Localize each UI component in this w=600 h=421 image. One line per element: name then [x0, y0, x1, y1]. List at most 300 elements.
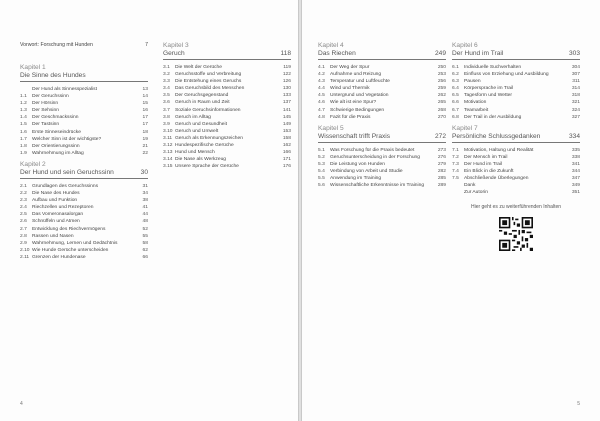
entry-title: Hund und Mensch: [175, 150, 215, 156]
toc-entry[interactable]: [318, 147, 446, 154]
entry-number: [20, 86, 32, 93]
toc-entry[interactable]: [20, 150, 148, 157]
entry-number: 6.2: [452, 72, 459, 78]
toc-entry[interactable]: [452, 107, 580, 114]
toc-entry[interactable]: [318, 85, 446, 92]
entry-title: Rassen und Nasen: [32, 233, 74, 239]
entry-number: 1.7: [20, 136, 27, 142]
toc-entry[interactable]: [318, 175, 446, 182]
entry-page: 22: [142, 150, 148, 156]
entry-page: 17: [142, 115, 148, 121]
toc-entry[interactable]: [452, 85, 580, 92]
entry-page: 250: [437, 65, 446, 70]
entry-page: 273: [437, 147, 446, 153]
entry-title: Der Weg der Spur: [330, 65, 370, 70]
toc-entry[interactable]: [20, 204, 148, 211]
entry-number: 3.6: [163, 100, 170, 106]
entry-number: 4.7: [318, 107, 325, 113]
entry-title: Fazit für die Praxis: [330, 114, 371, 120]
entry-number: 2.6: [20, 219, 27, 225]
entry-title: Geruch und Umwelt: [175, 128, 219, 134]
entry-number: [452, 182, 464, 189]
entry-page: 262: [437, 93, 446, 99]
entry-title: Grenzen der Hundenase: [32, 254, 86, 260]
toc-entry[interactable]: [163, 114, 291, 121]
entry-title: Was Forschung für die Praxis bedeutet: [330, 147, 415, 153]
toc-left-column-1: [20, 42, 148, 265]
entry-number: 5.1: [318, 147, 325, 153]
toc-entry[interactable]: [163, 71, 291, 78]
entry-page: 321: [571, 100, 580, 106]
toc-entry[interactable]: [452, 71, 580, 78]
entry-title: Verbindung von Arbeit und Studie: [330, 169, 403, 175]
entry-title: Geruchsunterscheidung in der Forschung: [330, 154, 420, 160]
chapter-label: Kapitel 7: [452, 124, 478, 132]
entry-title: Die Nase als Werkzeug: [175, 157, 227, 163]
entry-number: 4.3: [318, 79, 325, 85]
entry-number: 2.1: [20, 183, 27, 189]
entry-page: 58: [142, 240, 148, 246]
toc-entry[interactable]: [318, 64, 446, 71]
chapter-title-row: [318, 133, 446, 141]
toc-right-column-2: [452, 42, 580, 251]
chapter-title-row: [20, 169, 148, 177]
entry-title: Individuelle Suchverhalten: [464, 65, 522, 70]
entry-title: Wie Hunde Gerüche unterscheiden: [32, 247, 109, 253]
entry-page: 351: [571, 190, 580, 196]
entry-title: Dank: [464, 183, 476, 189]
entry-number: 6.4: [452, 86, 459, 92]
toc-entry[interactable]: [163, 163, 291, 170]
toc-entry[interactable]: [20, 86, 148, 93]
toc-chapter: [452, 42, 580, 121]
entry-page: 153: [282, 128, 291, 134]
entry-title: Der Geruchsgegenstand: [175, 93, 229, 99]
entry-title: Geruchsstoffe und Verbreitung: [175, 72, 242, 78]
entry-page: 19: [142, 136, 148, 142]
entry-title: Ein Blick in die Zukunft: [464, 169, 514, 175]
toc-entry[interactable]: [20, 218, 148, 225]
entry-number: 3.1: [163, 65, 170, 70]
entry-title: Die Leistung von Hunden: [330, 161, 385, 167]
chapter-title: Persönliche Schlussgedanken: [452, 132, 541, 140]
entry-title: Schwierige Bedingungen: [330, 107, 385, 113]
entry-number: 2.11: [20, 254, 30, 260]
front-matter-entry[interactable]: [20, 42, 148, 48]
entry-number: 2.3: [20, 198, 27, 204]
entry-page: 318: [571, 93, 580, 99]
chapter-title: Das Riechen: [318, 50, 356, 57]
entry-page: 349: [571, 183, 580, 189]
toc-entry[interactable]: [318, 154, 446, 161]
entry-title: Anwendung im Training: [330, 176, 382, 182]
toc-entry[interactable]: [452, 92, 580, 99]
entry-title: Motivation, Haltung und Realität: [464, 147, 534, 153]
toc-entry[interactable]: [20, 254, 148, 261]
entry-page: 133: [282, 93, 291, 99]
chapter-page: 272: [434, 132, 446, 140]
toc-entry[interactable]: [20, 114, 148, 121]
entry-page: 17: [142, 122, 148, 128]
entry-page: 347: [571, 176, 580, 182]
toc-entry[interactable]: [452, 114, 580, 121]
entry-page: 21: [142, 143, 148, 149]
entry-number: 2.7: [20, 226, 27, 232]
entry-page: 285: [437, 176, 446, 182]
chapter-heading[interactable]: [20, 161, 148, 179]
entry-page: 282: [437, 169, 446, 175]
toc-entry[interactable]: [318, 168, 446, 175]
entry-page: 344: [571, 169, 580, 175]
entry-number: 5.6: [318, 183, 325, 189]
entry-title: Der Hund als Sinnesspezialist: [32, 87, 97, 92]
entry-number: 7.2: [452, 154, 459, 160]
entry-page: 38: [142, 198, 148, 204]
chapter-label: Kapitel 6: [452, 42, 478, 49]
toc-entry[interactable]: [20, 121, 148, 128]
entry-number: 7.4: [452, 169, 459, 175]
entry-page: 52: [142, 226, 148, 232]
toc-entry[interactable]: [163, 92, 291, 99]
toc-entry[interactable]: [20, 233, 148, 240]
entry-page: 66: [142, 254, 148, 260]
entry-page: 13: [142, 87, 148, 92]
qr-code-icon[interactable]: [499, 217, 533, 251]
chapter-heading[interactable]: [452, 42, 580, 60]
toc-entry[interactable]: [318, 78, 446, 85]
entry-page: 279: [437, 161, 446, 167]
chapter-page: 30: [140, 168, 148, 176]
toc-chapter: [452, 125, 580, 197]
entry-number: 6.6: [452, 100, 459, 106]
entry-page: 270: [437, 114, 446, 120]
chapter-heading[interactable]: [20, 64, 148, 82]
chapter-label: Kapitel 4: [318, 42, 344, 49]
entry-page: 327: [571, 114, 580, 120]
entry-page: 44: [142, 212, 148, 218]
toc-entry[interactable]: [318, 107, 446, 114]
entry-page: 48: [142, 219, 148, 225]
toc-entry[interactable]: [318, 182, 446, 189]
chapter-title-row: [452, 50, 580, 58]
left-page: [0, 0, 298, 421]
toc-chapter: [20, 161, 148, 261]
entry-number: 2.9: [20, 240, 27, 246]
entry-number: 2.5: [20, 212, 27, 218]
entry-title: Der Trail in der Ausbildung: [464, 114, 522, 120]
entry-title: Erste Sinneseindrücke: [32, 129, 81, 135]
entry-title: Zur Autorin: [464, 190, 488, 196]
chapter-title: Wissenschaft trifft Praxis: [318, 132, 391, 140]
entry-title: Der Sehsinn: [32, 108, 59, 114]
front-matter-title: Vorwort: Forschung mit Hunden: [20, 42, 93, 48]
entry-title: Wissenschaftliche Erkenntnisse im Training: [330, 183, 425, 189]
entry-page: 338: [571, 154, 580, 160]
entry-page: 259: [437, 86, 446, 92]
entry-number: 4.8: [318, 114, 325, 120]
toc-entry[interactable]: [20, 226, 148, 233]
entry-title: Der Tastsinn: [32, 122, 60, 128]
entry-page: 335: [571, 147, 580, 153]
qr-caption: Hier geht es zu weiterführenden Inhalten: [470, 204, 562, 211]
entry-number: 5.3: [318, 161, 325, 167]
entry-title: Entwicklung des Riechvermögens: [32, 226, 106, 232]
entry-title: Der Hund im Trail: [464, 161, 503, 167]
entry-page: 16: [142, 108, 148, 114]
entry-number: 5.4: [318, 169, 325, 175]
toc-entry[interactable]: [163, 99, 291, 106]
entry-page: 324: [571, 107, 580, 113]
chapter-page: 249: [434, 50, 446, 57]
toc-entry[interactable]: [318, 114, 446, 121]
chapter-label: Kapitel 2: [20, 160, 46, 168]
chapter-heading[interactable]: [318, 42, 446, 60]
chapter-label: Kapitel 5: [318, 124, 344, 132]
entry-page: 15: [142, 101, 148, 107]
entry-page: 304: [571, 65, 580, 70]
entry-page: 314: [571, 86, 580, 92]
entry-number: 1.5: [20, 122, 27, 128]
toc-entry[interactable]: [318, 99, 446, 106]
chapter-title: Die Sinne des Hundes: [20, 72, 86, 79]
entry-page: 276: [437, 154, 446, 160]
entry-number: 5.2: [318, 154, 325, 160]
entry-title: Aufnahme und Reizung: [330, 72, 382, 78]
entry-number: 3.8: [163, 114, 170, 120]
toc-chapter: [20, 64, 148, 157]
entry-title: Der Orientierungssinn: [32, 143, 80, 149]
entry-title: Unsere Sprache der Gerüche: [175, 164, 239, 170]
entry-title: Hundespezifische Gerüche: [175, 143, 234, 149]
chapter-label: Kapitel 1: [20, 64, 46, 71]
entry-number: 1.4: [20, 115, 27, 121]
entry-number: 1.9: [20, 150, 27, 156]
entry-page: 158: [282, 135, 291, 141]
entry-title: Einfluss von Erziehung und Ausbildung: [464, 72, 549, 78]
entry-title: Der Hörsinn: [32, 101, 59, 107]
toc-chapter: [318, 125, 446, 190]
entry-page: 176: [282, 164, 291, 170]
entry-number: 3.5: [163, 93, 170, 99]
entry-page: 256: [437, 79, 446, 85]
entry-number: 3.7: [163, 107, 170, 113]
entry-page: 166: [282, 150, 291, 156]
toc-entry[interactable]: [20, 183, 148, 190]
chapter-title-row: [452, 133, 580, 141]
entry-page: 145: [282, 114, 291, 120]
entry-page: 149: [282, 121, 291, 127]
chapter-page: 303: [568, 50, 580, 57]
toc-chapter: [163, 42, 291, 170]
entry-number: 1.1: [20, 94, 27, 100]
entry-title: Der Geschmackssinn: [32, 115, 79, 121]
chapter-page: 118: [280, 50, 291, 57]
toc-entry[interactable]: [163, 107, 291, 114]
toc-entry[interactable]: [452, 64, 580, 71]
page-number-left: 4: [20, 401, 23, 407]
entry-title: Teamarbeit: [464, 107, 489, 113]
toc-entry[interactable]: [163, 156, 291, 163]
entry-number: 1.8: [20, 143, 27, 149]
toc-entry[interactable]: [318, 92, 446, 99]
toc-entry[interactable]: [20, 247, 148, 254]
toc-entry[interactable]: [163, 149, 291, 156]
entry-title: Riechzellen und Rezeptoren: [32, 205, 94, 211]
toc-entry[interactable]: [452, 175, 580, 182]
toc-entry[interactable]: [452, 168, 580, 175]
entry-title: Wie alt ist eine Spur?: [330, 100, 377, 106]
toc-entry[interactable]: [163, 142, 291, 149]
chapter-title-row: [20, 72, 148, 80]
entry-title: Schnüffeln und Atmen: [32, 219, 80, 225]
entry-title: Die Nase des Hundes: [32, 191, 80, 197]
entry-page: 162: [282, 143, 291, 149]
entry-number: 6.7: [452, 107, 459, 113]
entry-number: 5.5: [318, 176, 325, 182]
entry-number: 7.1: [452, 147, 459, 153]
toc-entry[interactable]: [20, 143, 148, 150]
toc-entry[interactable]: [452, 154, 580, 161]
entry-title: Das Vomeronasalorgan: [32, 212, 84, 218]
entry-page: 130: [282, 86, 291, 92]
entry-title: Geruch in Raum und Zeit: [175, 100, 230, 106]
entry-title: Grundlagen des Geruchssinns: [32, 183, 99, 189]
entry-title: Welcher Sinn ist der wichtigste?: [32, 136, 102, 142]
entry-title: Der Geruchssinn: [32, 94, 69, 100]
entry-number: 3.15: [163, 164, 173, 170]
chapter-title: Der Hund im Trail: [452, 50, 504, 57]
entry-number: 2.2: [20, 191, 27, 197]
chapter-title: Der Hund und sein Geruchssinn: [20, 168, 114, 176]
entry-number: 6.8: [452, 114, 459, 120]
toc-entry[interactable]: [20, 197, 148, 204]
toc-entry[interactable]: [452, 161, 580, 168]
entry-page: 311: [572, 79, 580, 85]
entry-number: 3.11: [163, 135, 173, 141]
entry-page: 62: [142, 247, 148, 253]
entry-page: 55: [142, 233, 148, 239]
entry-title: Der Mensch im Trail: [464, 154, 508, 160]
entry-page: 31: [142, 183, 148, 189]
entry-number: 3.2: [163, 72, 170, 78]
entry-number: 4.5: [318, 93, 325, 99]
toc-right-column-1: [318, 42, 446, 193]
entry-title: Wahrnehmung im Alltag: [32, 150, 84, 156]
chapter-label: Kapitel 3: [163, 42, 189, 49]
entry-number: 7.5: [452, 176, 459, 182]
toc-entry[interactable]: [20, 211, 148, 218]
entry-title: Geruch im Alltag: [175, 114, 211, 120]
toc-entry[interactable]: [163, 135, 291, 142]
entry-page: 34: [142, 191, 148, 197]
entry-page: 268: [437, 107, 446, 113]
entry-number: 6.3: [452, 79, 459, 85]
entry-title: Die Entstehung eines Geruchs: [175, 79, 242, 85]
toc-entry[interactable]: [20, 129, 148, 136]
entry-page: 122: [282, 72, 291, 78]
toc-entry[interactable]: [20, 240, 148, 247]
entry-number: 3.4: [163, 86, 170, 92]
entry-number: 1.6: [20, 129, 27, 135]
toc-entry[interactable]: [20, 100, 148, 107]
entry-number: 2.10: [20, 247, 30, 253]
toc-entry[interactable]: [20, 107, 148, 114]
entry-title: Wahrnehmung, Lernen und Gedächtnis: [32, 240, 118, 246]
entry-number: 4.2: [318, 72, 325, 78]
entry-title: Pausen: [464, 79, 481, 85]
toc-entry[interactable]: [163, 78, 291, 85]
entry-number: [452, 189, 464, 196]
entry-title: Geruch und Gesundheit: [175, 121, 227, 127]
toc-entry[interactable]: [452, 182, 580, 189]
entry-number: 4.1: [318, 65, 325, 70]
entry-page: 41: [142, 205, 148, 211]
entry-title: Wind und Thermik: [330, 86, 370, 92]
entry-number: 1.3: [20, 108, 27, 114]
toc-entry[interactable]: [163, 85, 291, 92]
entry-number: 3.10: [163, 128, 173, 134]
toc-entry[interactable]: [452, 147, 580, 154]
entry-page: 141: [282, 107, 291, 113]
chapter-heading[interactable]: [318, 125, 446, 143]
toc-entry[interactable]: [452, 189, 580, 196]
toc-left-column-2: [163, 42, 291, 174]
entry-number: 1.2: [20, 101, 27, 107]
toc-entry[interactable]: [20, 190, 148, 197]
entry-page: 14: [142, 94, 148, 100]
toc-entry[interactable]: [163, 121, 291, 128]
entry-page: 289: [437, 183, 446, 189]
entry-page: 126: [282, 79, 291, 85]
chapter-heading[interactable]: [163, 42, 291, 60]
entry-title: Geruch als Erkennungszeichen: [175, 135, 243, 141]
entry-number: 4.6: [318, 100, 325, 106]
entry-title: Das Geruchsbild des Menschen: [175, 86, 245, 92]
entry-number: 2.4: [20, 205, 27, 211]
toc-entry[interactable]: [20, 136, 148, 143]
entry-title: Motivation: [464, 100, 487, 106]
toc-entry[interactable]: [452, 78, 580, 85]
entry-title: Temperatur und Luftfeuchte: [330, 79, 390, 85]
entry-number: 3.13: [163, 150, 173, 156]
entry-title: Die Welt der Gerüche: [175, 65, 222, 70]
right-page: [302, 0, 600, 421]
entry-number: 4.4: [318, 86, 325, 92]
toc-entry[interactable]: [318, 71, 446, 78]
entry-page: 307: [571, 72, 580, 78]
entry-title: Aufbau und Funktion: [32, 198, 78, 204]
chapter-title-row: [318, 50, 446, 58]
entry-page: 253: [437, 72, 446, 78]
entry-number: 3.9: [163, 121, 170, 127]
toc-entry[interactable]: [452, 99, 580, 106]
entry-page: 265: [437, 100, 446, 106]
entry-number: 3.3: [163, 79, 170, 85]
toc-entry[interactable]: [20, 93, 148, 100]
entry-number: 2.8: [20, 233, 27, 239]
toc-entry[interactable]: [163, 64, 291, 71]
chapter-title-row: [163, 50, 291, 58]
entry-title: Untergrund und Vegetation: [330, 93, 389, 99]
chapter-title: Geruch: [163, 50, 185, 57]
entry-title: Abschließende Überlegungen: [464, 176, 529, 182]
entry-page: 119: [283, 65, 291, 70]
chapter-heading[interactable]: [452, 125, 580, 143]
toc-entry[interactable]: [163, 128, 291, 135]
toc-entry[interactable]: [318, 161, 446, 168]
entry-page: 341: [571, 161, 580, 167]
front-matter-page: 7: [145, 42, 148, 48]
